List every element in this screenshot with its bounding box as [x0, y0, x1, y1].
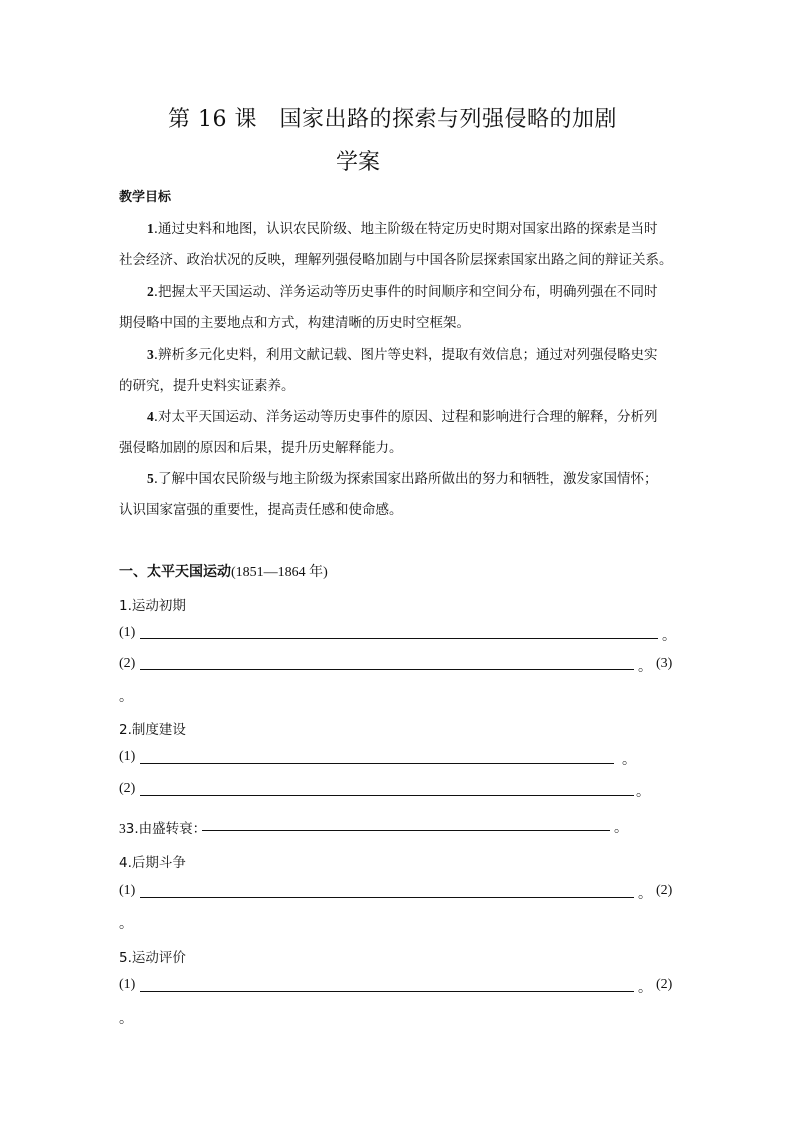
q2-title: 2.制度建设 — [119, 722, 186, 738]
objective-1-line-2: 社会经济、政治状况的反映，理解列强侵略加剧与中国各阶层探索国家出路之间的辩证关系。 — [119, 252, 673, 268]
objective-4-line-2: 强侵略加剧的原因和后果，提升历史解释能力。 — [119, 440, 403, 456]
q1-c-label: (3) — [656, 656, 673, 671]
q2-b-blank[interactable] — [140, 795, 634, 796]
objective-5-line-1: 5.了解中国农民阶级与地主阶级为探索国家出路所做出的努力和牺牲，激发家国情怀； — [147, 471, 658, 487]
q1-title: 1.运动初期 — [119, 598, 186, 614]
q5-a-blank[interactable] — [140, 991, 634, 992]
q3-title: 33.由盛转衰： — [119, 821, 207, 837]
q1-b-end: 。 — [638, 660, 652, 675]
q4-a-label: (1) — [119, 883, 136, 898]
q2-b-end: 。 — [636, 785, 650, 800]
q4-a-blank[interactable] — [140, 897, 634, 898]
objective-4-line-1: 4.对太平天国运动、洋务运动等历史事件的原因、过程和影响进行合理的解释，分析列 — [147, 409, 658, 425]
objectives-label: 教学目标 — [119, 190, 172, 205]
q1-a-end: 。 — [662, 629, 676, 644]
q1-b-label: (2) — [119, 656, 136, 671]
q1-c-end: 。 — [119, 690, 133, 705]
q4-title: 4.后期斗争 — [119, 855, 186, 871]
objective-2-line-1: 2.把握太平天国运动、洋务运动等历史事件的时间顺序和空间分布，明确列强在不同时 — [147, 284, 658, 300]
q5-b-label: (2) — [656, 977, 673, 992]
page-subtitle: 学案 — [336, 150, 381, 175]
q4-b-label: (2) — [656, 883, 673, 898]
objective-3-line-2: 的研究，提升史料实证素养。 — [119, 378, 295, 394]
objective-2-line-2: 期侵略中国的主要地点和方式，构建清晰的历史时空框架。 — [119, 315, 470, 331]
page-title: 第 16 课 国家出路的探索与列强侵略的加剧 — [168, 107, 617, 132]
objective-3-line-1: 3.辨析多元化史料，利用文献记载、图片等史料，提取有效信息；通过对列强侵略史实 — [147, 347, 658, 363]
q3-blank[interactable] — [202, 830, 610, 831]
q2-a-label: (1) — [119, 749, 136, 764]
q4-a-end: 。 — [638, 887, 652, 902]
objective-1-line-1: 1.通过史料和地图，认识农民阶级、地主阶级在特定历史时期对国家出路的探索是当时 — [147, 221, 658, 237]
q5-b-end: 。 — [119, 1012, 133, 1027]
q1-b-blank[interactable] — [140, 669, 634, 670]
q4-b-end: 。 — [119, 917, 133, 932]
q5-title: 5.运动评价 — [119, 950, 186, 966]
q5-a-label: (1) — [119, 977, 136, 992]
q1-a-blank[interactable] — [140, 638, 658, 639]
q2-b-label: (2) — [119, 781, 136, 796]
q2-a-end: 。 — [622, 753, 636, 768]
q5-a-end: 。 — [638, 981, 652, 996]
objective-5-line-2: 认识国家富强的重要性，提高责任感和使命感。 — [119, 502, 403, 518]
q1-a-label: (1) — [119, 625, 136, 640]
q2-a-blank[interactable] — [140, 763, 614, 764]
section-heading: 一、太平天国运动(1851—1864 年) — [119, 564, 328, 580]
q3-end: 。 — [614, 821, 628, 836]
